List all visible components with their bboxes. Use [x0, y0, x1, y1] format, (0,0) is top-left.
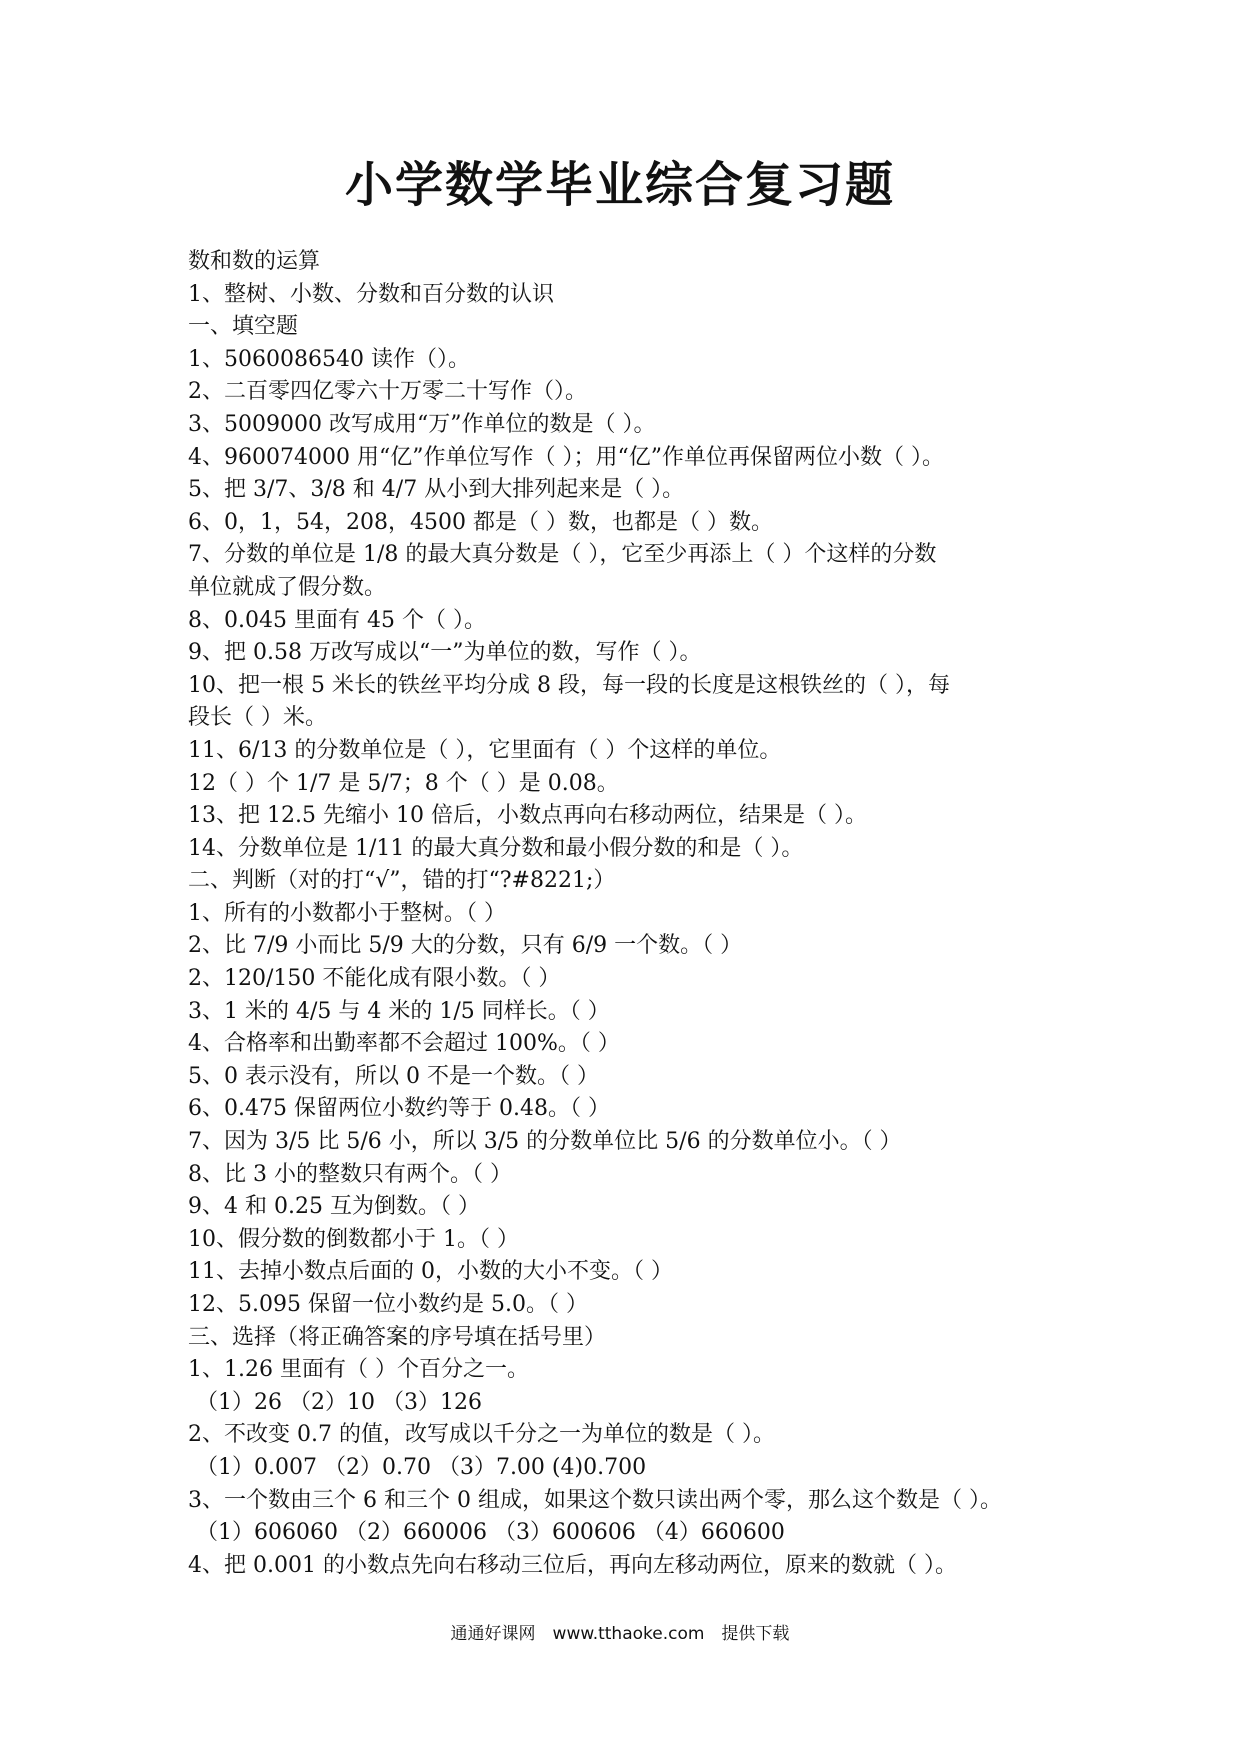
- question-line: 11、6/13 的分数单位是（ ），它里面有（ ）个这样的单位。: [188, 737, 782, 763]
- question-line: 6、0，1，54，208，4500 都是（ ）数，也都是（ ）数。: [188, 509, 773, 535]
- question-line: 14、分数单位是 1/11 的最大真分数和最小假分数的和是（ ）。: [188, 835, 804, 861]
- question-line: 12、5.095 保留一位小数约是 5.0。（ ）: [188, 1292, 588, 1317]
- question-line: 2、120/150 不能化成有限小数。（ ）: [188, 966, 561, 992]
- question-line: 11、去掉小数点后面的 0，小数的大小不变。（ ）: [188, 1259, 673, 1285]
- question-continuation: 段长（ ）米。: [188, 705, 327, 731]
- question-line: 3、1 米的 4/5 与 4 米的 1/5 同样长。（ ）: [188, 998, 610, 1024]
- question-line: 8、0.045 里面有 45 个（ ）。: [188, 607, 486, 633]
- question-line: 2、不改变 0.7 的值，改写成以千分之一为单位的数是（ ）。: [188, 1422, 775, 1448]
- question-line: 3、一个数由三个 6 和三个 0 组成，如果这个数只读出两个零，那么这个数是（ ）。: [188, 1487, 1002, 1513]
- question-line: 7、因为 3/5 比 5/6 小，所以 3/5 的分数单位比 5/6 的分数单位小。（ ）: [188, 1129, 902, 1155]
- answer-options: （1）0.007 （2）0.70 （3）7.00 (4)0.700: [196, 1454, 647, 1480]
- section-heading: 数和数的运算: [188, 249, 321, 274]
- question-line: 5、0 表示没有，所以 0 不是一个数。（ ）: [188, 1063, 599, 1089]
- question-line: 9、4 和 0.25 互为倒数。（ ）: [188, 1194, 480, 1220]
- answer-options: （1）606060 （2）660006 （3）600606 （4）660600: [196, 1520, 785, 1546]
- part-heading-true-false: 二、判断（对的打“√”，错的打“?#8221;）: [188, 868, 616, 894]
- question-line: 10、把一根 5 米长的铁丝平均分成 8 段，每一段的长度是这根铁丝的（ ），每: [188, 672, 950, 698]
- subsection-heading: 1、整树、小数、分数和百分数的认识: [188, 281, 554, 307]
- question-line: 10、假分数的倒数都小于 1。（ ）: [188, 1226, 519, 1252]
- question-line: 4、960074000 用“亿”作单位写作（ ）；用“亿”作单位再保留两位小数（ ）。: [188, 444, 944, 470]
- question-line: 4、把 0.001 的小数点先向右移动三位后，再向左移动两位，原来的数就（ ）。: [188, 1552, 957, 1578]
- question-line: 2、二百零四亿零六十万零二十写作（）。: [188, 379, 587, 405]
- question-line: 6、0.475 保留两位小数约等于 0.48。（ ）: [188, 1096, 610, 1122]
- page-title: 小学数学毕业综合复习题: [344, 157, 895, 213]
- question-line: 1、5060086540 读作（）。: [188, 346, 470, 372]
- part-heading-fill-in: 一、填空题: [188, 314, 299, 340]
- document-body: [188, 246, 1068, 1582]
- answer-options: （1）26 （2）10 （3）126: [196, 1389, 482, 1415]
- question-line: 7、分数的单位是 1/8 的最大真分数是（ ），它至少再添上（ ）个这样的分数: [188, 542, 937, 568]
- question-line: 1、所有的小数都小于整树。（ ）: [188, 900, 506, 926]
- question-line: 8、比 3 小的整数只有两个。（ ）: [188, 1161, 512, 1187]
- question-line: 9、把 0.58 万改写成以“一”为单位的数，写作（ ）。: [188, 640, 702, 666]
- question-line: 4、合格率和出勤率都不会超过 100%。（ ）: [188, 1031, 620, 1057]
- question-line: 13、把 12.5 先缩小 10 倍后，小数点再向右移动两位，结果是（ ）。: [188, 803, 867, 829]
- part-heading-multiple-choice: 三、选择（将正确答案的序号填在括号里）: [188, 1324, 607, 1350]
- question-line: 5、把 3/7、3/8 和 4/7 从小到大排列起来是（ ）。: [188, 477, 685, 503]
- question-line: 1、1.26 里面有（ ）个百分之一。: [188, 1357, 529, 1383]
- question-line: 2、比 7/9 小而比 5/9 大的分数，只有 6/9 一个数。（ ）: [188, 933, 743, 959]
- question-line: 3、5009000 改写成用“万”作单位的数是（ ）。: [188, 411, 656, 437]
- page-footer: 通通好课网 www.tthaoke.com 提供下载: [450, 1624, 790, 1644]
- question-line: 12（ ）个 1/7 是 5/7；8 个（ ）是 0.08。: [188, 770, 619, 796]
- question-continuation: 单位就成了假分数。: [188, 574, 387, 600]
